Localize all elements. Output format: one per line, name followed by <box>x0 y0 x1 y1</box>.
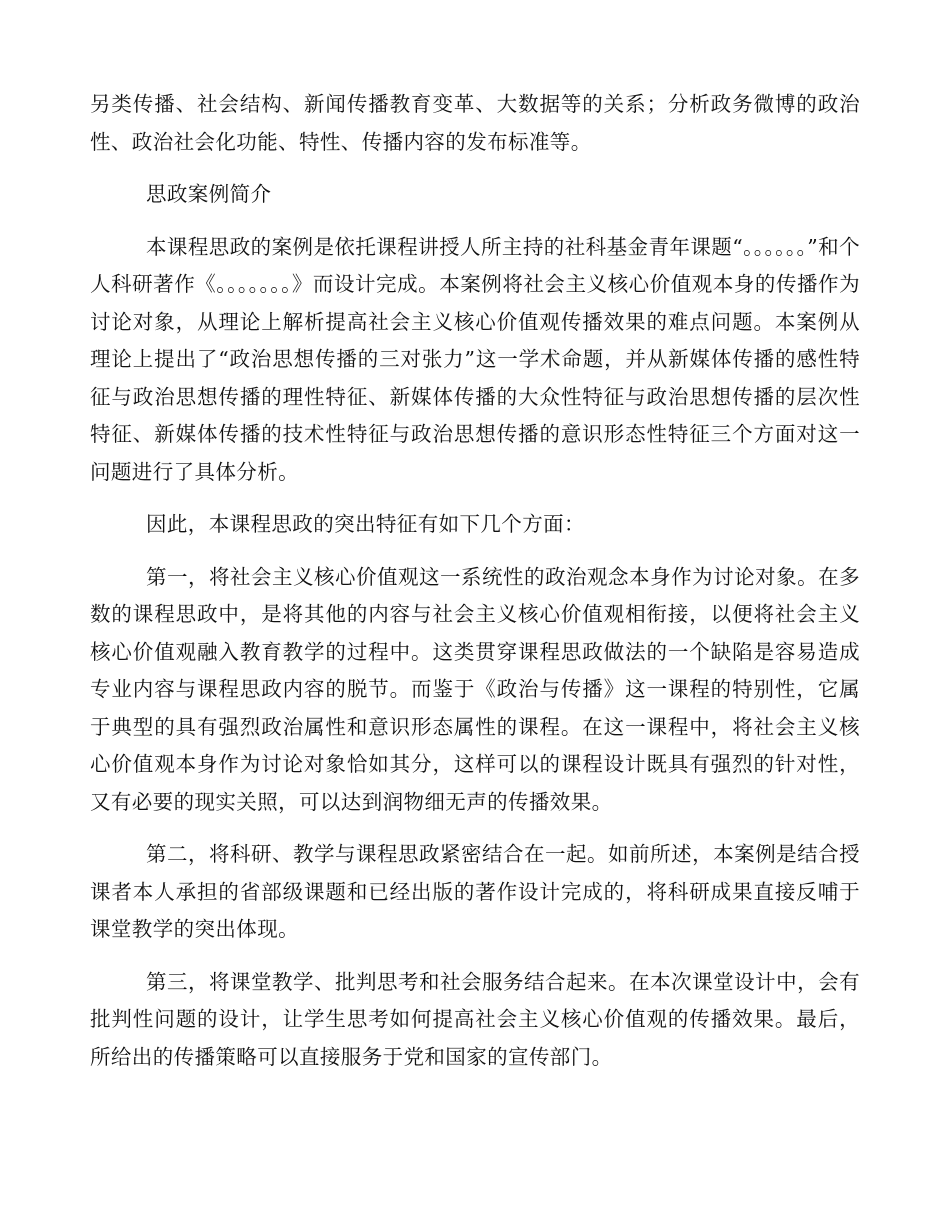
paragraph-feature-first: 第一，将社会主义核心价值观这一系统性的政治观念本身作为讨论对象。在多数的课程思政中，是将其他的内容与社会主义核心价值观相衔接，以便将社会主义核心价值观融入教育教学的过程中。这类贯穿课程思政做法的一个缺陷是容易造成专业内容与课程思政内容的脱节。而鉴于《政治与传播》这一课程的特别性，它属于典型的具有强烈政治属性和意识形态属性的课程。在这一课程中，将社会主义核心价值观本身作为讨论对象恰如其分，这样可以的课程设计既具有强烈的针对性，又有必要的现实关照，可以达到润物细无声的传播效果。 <box>90 564 860 814</box>
paragraph-continuation: 另类传播、社会结构、新闻传播教育变革、大数据等的关系；分析政务微博的政治性、政治社会化功能、特性、传播内容的发布标准等。 <box>90 92 860 154</box>
paragraph-feature-third: 第三，将课堂教学、批判思考和社会服务结合起来。在本次课堂设计中，会有批判性问题的设计，让学生思考如何提高社会主义核心价值观的传播效果。最后，所给出的传播策略可以直接服务于党和国家的宣传部门。 <box>90 969 860 1069</box>
paragraph-case-description: 本课程思政的案例是依托课程讲授人所主持的社科基金青年课题“。。。。。。”和个人科研著作《。。。。。。。》而设计完成。本案例将社会主义核心价值观本身的传播作为讨论对象，从理论上解析提高社会主义核心价值观传播效果的难点问题。本案例从理论上提出了“政治思想传播的三对张力”这一学术命题，并从新媒体传播的感性特征与政治思想传播的理性特征、新媒体传播的大众性特征与政治思想传播的层次性特征、新媒体传播的技术性特征与政治思想传播的意识形态性特征三个方面对这一问题进行了具体分析。 <box>90 234 860 484</box>
paragraph-feature-second: 第二，将科研、教学与课程思政紧密结合在一起。如前所述，本案例是结合授课者本人承担的省部级课题和已经出版的著作设计完成的，将科研成果直接反哺于课堂教学的突出体现。 <box>90 842 860 941</box>
section-heading-case-intro: 思政案例简介 <box>146 182 272 206</box>
document-body <box>90 86 860 1091</box>
paragraph-features-intro: 因此，本课程思政的突出特征有如下几个方面： <box>146 512 585 536</box>
